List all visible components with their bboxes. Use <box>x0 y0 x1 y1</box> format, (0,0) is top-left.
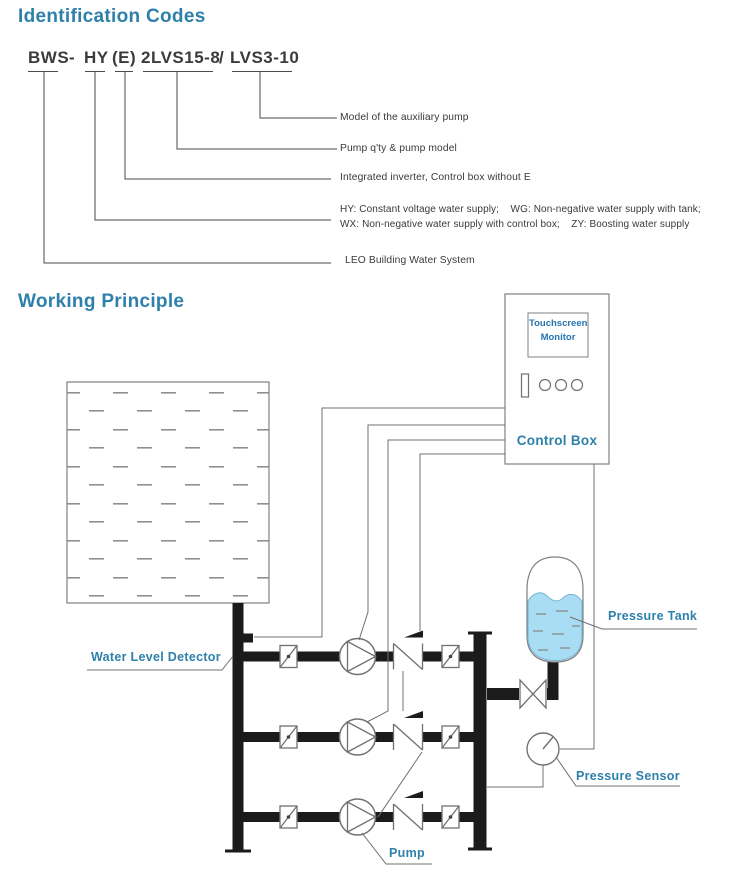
code-part-bws: BWS <box>28 48 70 67</box>
working-principle-title: Working Principle <box>18 291 185 312</box>
id-connector-lines <box>28 72 337 264</box>
check-valve-icon <box>394 711 424 750</box>
pressure-sensor-label: Pressure Sensor <box>576 769 680 783</box>
pressure-sensor-icon <box>527 733 559 765</box>
button-icon <box>572 380 583 391</box>
code-part-slash: / <box>219 48 225 67</box>
pressure-tank-label: Pressure Tank <box>608 609 698 623</box>
button-icon <box>556 380 567 391</box>
water-level-detector-label: Water Level Detector <box>91 650 221 664</box>
touchscreen-label-line2: Monitor <box>540 332 576 343</box>
label-series-line2: WX: Non-negative water supply with control box; ZY: Boosting water supply <box>340 219 690 230</box>
pipe-network <box>225 603 558 851</box>
check-valve-icon <box>394 791 424 830</box>
control-box-label: Control Box <box>516 433 598 448</box>
code-part-model: 2LVS15-8 <box>141 48 221 67</box>
pressure-tank-water <box>528 593 582 661</box>
button-icon <box>540 380 551 391</box>
isolation-valve-icon <box>442 646 459 668</box>
isolation-valve-icon <box>280 646 297 668</box>
label-system: LEO Building Water System <box>345 255 475 266</box>
storage-tank <box>67 382 269 603</box>
label-pump-qty: Pump q'ty & pump model <box>340 143 457 154</box>
gate-valve-icon <box>519 679 547 709</box>
identification-codes-title: Identification Codes <box>18 6 206 27</box>
label-auxiliary-pump: Model of the auxiliary pump <box>340 112 469 123</box>
touchscreen-monitor-label <box>529 317 587 345</box>
code-part-e: (E) <box>112 48 137 67</box>
pressure-tank-icon <box>527 557 583 662</box>
touchscreen-label-line1: Touchscreen <box>529 318 588 329</box>
code-part-hy: HY <box>84 48 109 67</box>
pump-icon <box>340 799 376 835</box>
code-part-dash: - <box>69 48 76 67</box>
label-series-line1: HY: Constant voltage water supply; WG: Non-negative water supply with tank; <box>340 204 701 215</box>
isolation-valve-icon <box>442 806 459 828</box>
code-part-aux: LVS3-10 <box>230 48 300 67</box>
check-valve-icon <box>394 631 424 670</box>
pump-icon <box>340 639 376 675</box>
pump-icon <box>340 719 376 755</box>
indicator-slot <box>522 374 529 397</box>
isolation-valve-icon <box>280 806 297 828</box>
isolation-valve-icon <box>280 726 297 748</box>
label-inverter: Integrated inverter, Control box without E <box>340 172 531 183</box>
pump-label: Pump <box>389 846 425 860</box>
isolation-valve-icon <box>442 726 459 748</box>
